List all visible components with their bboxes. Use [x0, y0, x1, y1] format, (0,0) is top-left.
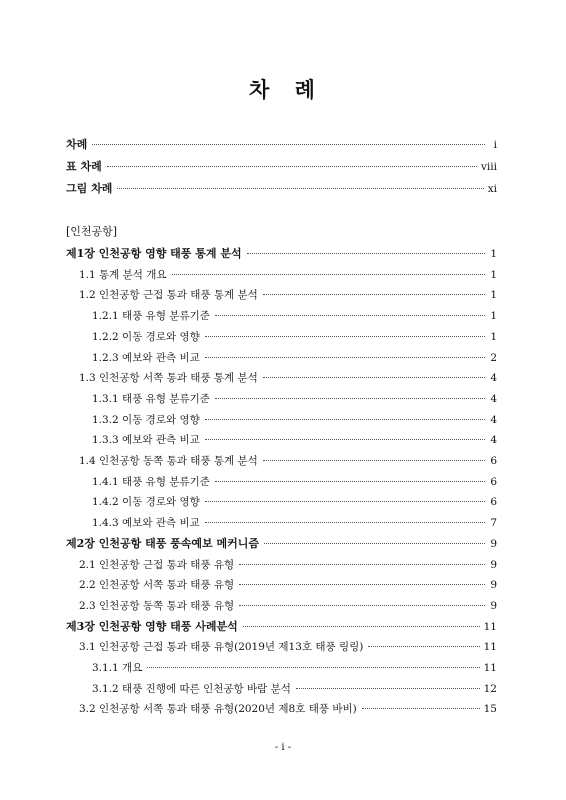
toc-entry-item[interactable]	[92, 327, 497, 347]
dot-leader	[239, 605, 485, 606]
toc-entry-label: 3.2 인천공항 서쪽 통과 태풍 유형(2020년 제8호 태풍 바비)	[79, 703, 357, 715]
toc-entry-label: 2.2 인천공항 서쪽 통과 태풍 유형	[79, 579, 235, 591]
dot-leader	[215, 398, 485, 399]
front-matter-page-number: ⅰ	[493, 139, 497, 151]
toc-entry-label: 1.2.1 태풍 유형 분류기준	[92, 310, 210, 322]
toc-entry-page-number: 1	[490, 248, 497, 260]
toc-entry-label: 1.2 인천공항 근접 통과 태풍 통계 분석	[79, 289, 258, 301]
dot-leader	[362, 708, 480, 709]
toc-entry-label: 1.3.1 태풍 유형 분류기준	[92, 393, 210, 405]
toc-entry-label: 2.3 인천공항 동쪽 통과 태풍 유형	[79, 600, 235, 612]
toc-entry-page-number: 2	[490, 352, 497, 364]
toc-entry-item[interactable]	[66, 534, 497, 554]
toc-entry-label: 1.3 인천공항 서쪽 통과 태풍 통계 분석	[79, 372, 258, 384]
toc-entry-item[interactable]	[79, 699, 497, 719]
toc-entry-item[interactable]	[79, 285, 497, 305]
toc-entry-item[interactable]	[92, 658, 497, 678]
dot-leader	[263, 460, 485, 461]
toc-entry-label: 1.1 통계 분석 개요	[79, 269, 167, 281]
dot-leader	[205, 522, 485, 523]
front-matter-label: 차례	[66, 138, 88, 151]
toc-entry-item[interactable]	[79, 265, 497, 285]
dot-leader	[205, 336, 485, 337]
page-title: 차 례	[249, 77, 317, 102]
toc-entry-page-number: 1	[490, 269, 497, 281]
front-matter-item[interactable]	[66, 179, 497, 199]
toc-entry-label: 1.2.3 예보와 관측 비교	[92, 352, 200, 364]
dot-leader	[215, 315, 485, 316]
toc-entry-item[interactable]	[79, 451, 497, 471]
toc-entry-label: 3.1.2 태풍 진행에 따른 인천공항 바람 분석	[92, 683, 291, 695]
dot-leader	[296, 688, 480, 689]
toc-entry-page-number: 7	[490, 517, 497, 529]
toc-entry-label: 1.4.1 태풍 유형 분류기준	[92, 476, 210, 488]
toc-entry-page-number: 15	[483, 703, 497, 715]
toc-entry-page-number: 6	[490, 496, 497, 508]
toc-entry-item[interactable]	[92, 513, 497, 533]
toc-entry-page-number: 9	[490, 538, 497, 550]
dot-leader	[92, 144, 485, 145]
dot-leader	[263, 294, 485, 295]
dot-leader	[215, 481, 485, 482]
toc-entry-item[interactable]	[79, 555, 497, 575]
toc-entry-label: 제1장 인천공항 영향 태풍 통계 분석	[66, 247, 242, 260]
toc-entry-label: 제3장 인천공항 영향 태풍 사례분석	[66, 620, 238, 633]
toc-entry-item[interactable]	[79, 596, 497, 616]
toc-entry-label: 1.4.2 이동 경로와 영향	[92, 496, 200, 508]
toc-entry-item[interactable]	[66, 617, 497, 637]
toc-entry-page-number: 4	[490, 372, 497, 384]
front-matter-label: 표 차례	[66, 160, 102, 173]
toc-entry-label: 1.4.3 예보와 관측 비교	[92, 517, 200, 529]
toc-entry-label: 1.4 인천공항 동쪽 통과 태풍 통계 분석	[79, 455, 258, 467]
toc-entry-item[interactable]	[92, 472, 497, 492]
toc-entry-label: 2.1 인천공항 근접 통과 태풍 유형	[79, 559, 235, 571]
toc-entry-page-number: 1	[490, 310, 497, 322]
toc-entry-page-number: 11	[483, 641, 497, 653]
toc-entry-page-number: 9	[490, 559, 497, 571]
front-matter-label: 그림 차례	[66, 182, 113, 195]
toc-entry-item[interactable]	[92, 306, 497, 326]
toc-entry-item[interactable]	[92, 492, 497, 512]
dot-leader	[239, 564, 485, 565]
dot-leader	[205, 439, 485, 440]
toc-entry-label: 1.3.3 예보와 관측 비교	[92, 434, 200, 446]
toc-entry-label: 1.2.2 이동 경로와 영향	[92, 331, 200, 343]
toc-entry-item[interactable]	[79, 575, 497, 595]
dot-leader	[239, 584, 485, 585]
toc-entry-page-number: 4	[490, 434, 497, 446]
toc-entry-item[interactable]	[92, 410, 497, 430]
dot-leader	[205, 419, 485, 420]
toc-entry-item[interactable]	[66, 244, 497, 264]
dot-leader	[117, 188, 483, 189]
toc-entry-page-number: 12	[483, 683, 497, 695]
toc-entry-page-number: 4	[490, 393, 497, 405]
toc-entry-label: 3.1 인천공항 근접 통과 태풍 유형(2019년 제13호 태풍 링링)	[79, 641, 364, 653]
toc-entry-label: 1.3.2 이동 경로와 영향	[92, 414, 200, 426]
toc-entry-page-number: 1	[490, 289, 497, 301]
toc-entry-page-number: 6	[490, 476, 497, 488]
toc-entry-page-number: 11	[483, 621, 497, 633]
dot-leader	[243, 626, 480, 627]
dot-leader	[107, 166, 477, 167]
page-footer: - ⅰ -	[274, 742, 292, 753]
toc-entry-page-number: 9	[490, 600, 497, 612]
front-matter-page-number: ⅷ	[480, 161, 497, 173]
dot-leader	[205, 501, 485, 502]
section-header: [인천공항]	[66, 225, 118, 238]
front-matter-page-number: ⅹⅰ	[487, 183, 497, 195]
toc-entry-page-number: 1	[490, 331, 497, 343]
dot-leader	[247, 253, 485, 254]
toc-entry-page-number: 4	[490, 414, 497, 426]
dot-leader	[172, 274, 485, 275]
toc-entry-label: 제2장 인천공항 태풍 풍속예보 메커니즘	[66, 537, 259, 550]
toc-entry-item[interactable]	[92, 389, 497, 409]
toc-entry-label: 3.1.1 개요	[92, 662, 143, 674]
toc-entry-item[interactable]	[92, 679, 497, 699]
dot-leader	[263, 377, 485, 378]
toc-entry-page-number: 9	[490, 579, 497, 591]
dot-leader	[368, 646, 479, 647]
toc-entry-item[interactable]	[92, 348, 497, 368]
dot-leader	[205, 357, 485, 358]
toc-entry-item[interactable]	[92, 430, 497, 450]
toc-entry-item[interactable]	[79, 637, 497, 657]
toc-entry-page-number: 6	[490, 455, 497, 467]
front-matter-item[interactable]	[66, 157, 497, 177]
front-matter-item[interactable]	[66, 135, 497, 155]
toc-entry-item[interactable]	[79, 368, 497, 388]
toc-entry-page-number: 11	[483, 662, 497, 674]
dot-leader	[264, 543, 485, 544]
dot-leader	[147, 667, 479, 668]
